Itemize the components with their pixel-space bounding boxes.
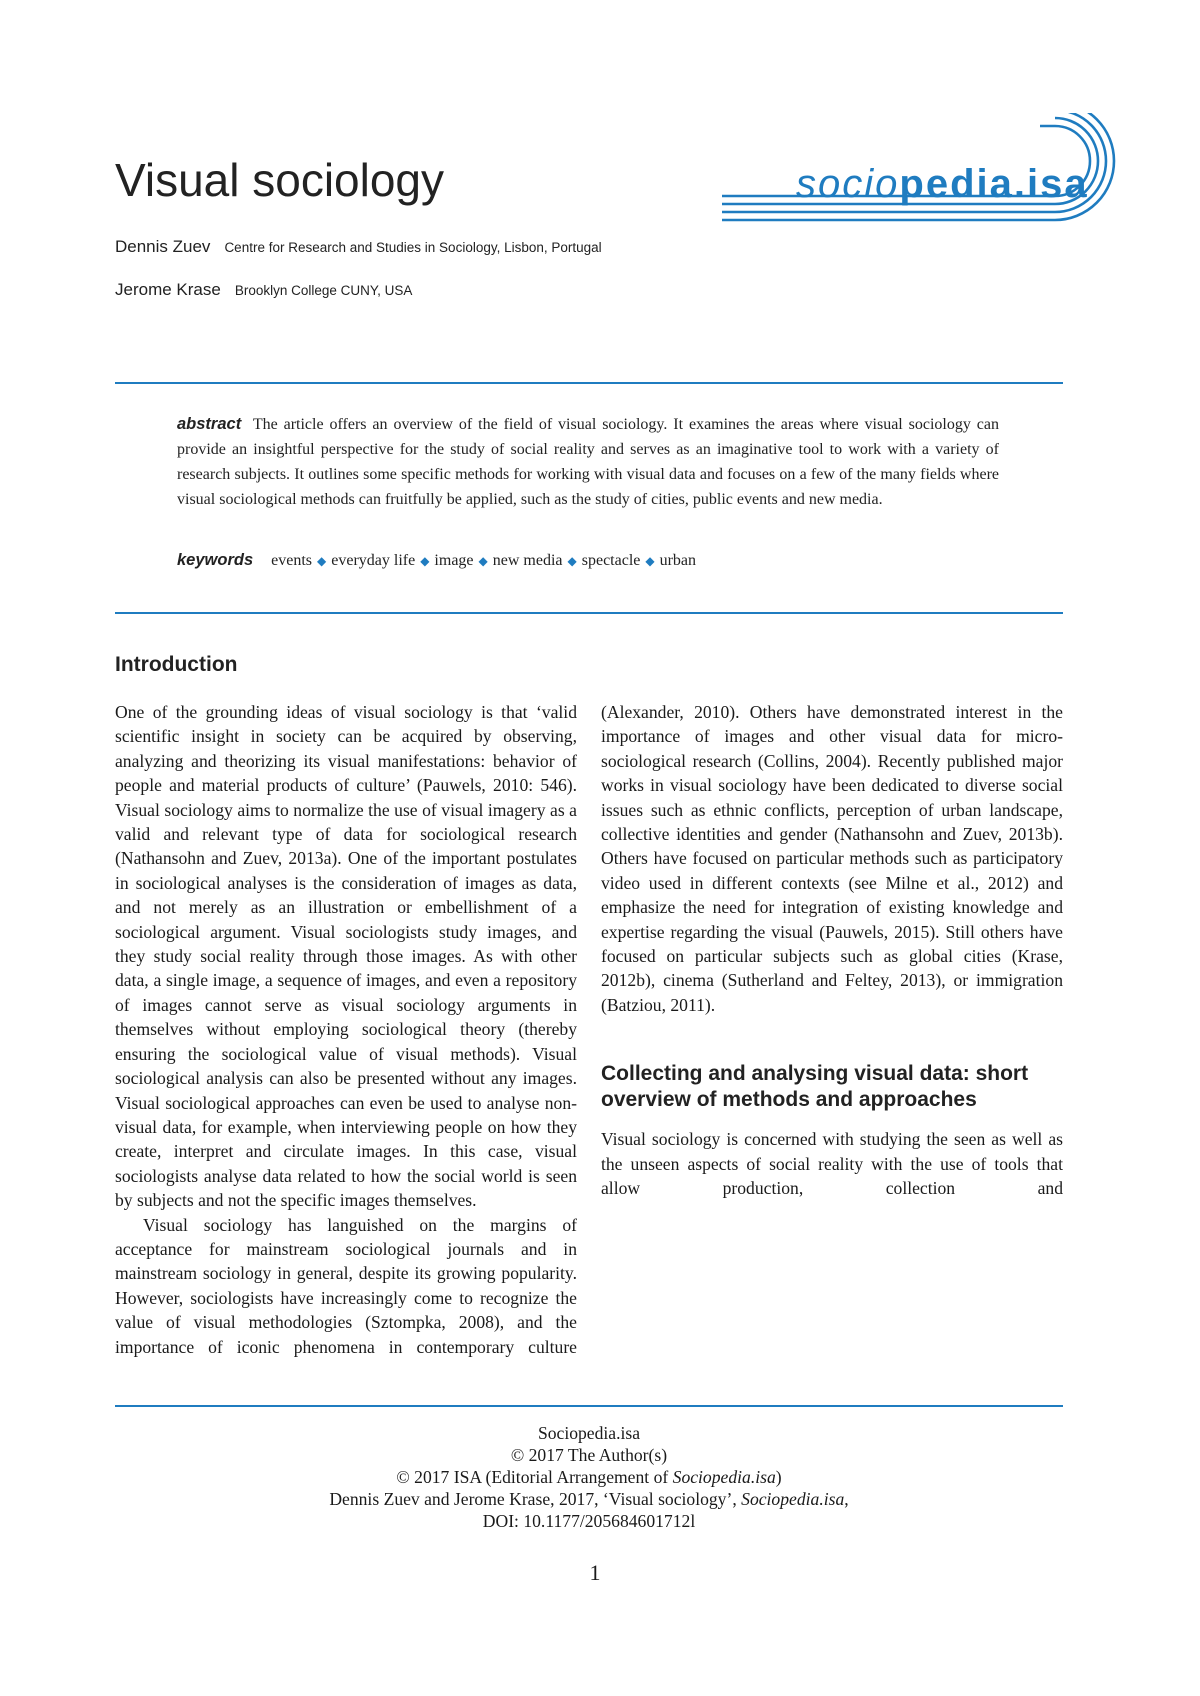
abstract-text: The article offers an overview of the field of visual sociology. It examines the areas where visual sociology can provide an insightful perspective for the study of social reality and serves as an imaginative tool to work with a variety of research subjects. It outlines some specific methods for working with visual data and focuses on a few of the many fields where visual sociological methods can fruitfully be applied, such as the study of cities, public events and new media.: [177, 416, 999, 508]
diamond-separator-icon: ◆: [645, 554, 655, 568]
divider-top: [115, 382, 1063, 384]
abstract-label: abstract: [177, 415, 242, 433]
keyword: new media: [492, 552, 563, 569]
publication-footer: [115, 1422, 1063, 1532]
diamond-separator-icon: ◆: [478, 554, 488, 568]
author-affiliation: Brooklyn College CUNY, USA: [234, 283, 413, 298]
footer-journal: Sociopedia.isa: [537, 1423, 641, 1443]
author-entry: [115, 279, 615, 302]
journal-logo: [700, 113, 1180, 243]
page-number: 1: [589, 1560, 601, 1585]
abstract: [177, 412, 999, 512]
author-name: Dennis Zuev: [115, 237, 211, 256]
paragraph-continued: (Alexander, 2010). Others have demonstrated interest in the importance of images and other visual data for micro-sociological research (Collins, 2004). Recently published major works in visual sociology have been dedicated to diverse social issues such as ethnic conflicts, perception of urban landscape, collective identities and gender (Nathansohn and Zuev, 2013b). Others have focused on particular methods such as participatory video used in different contexts (see Milne et al., 2012) and emphasize the need for integration of existing knowledge and expertise regarding the visual (Pauwels, 2015). Still others have focused on particular subjects such as global cities (Krase, 2012b), cinema (Sutherland and Feltey, 2013), or immigration (Batziou, 2011).: [601, 702, 1063, 1015]
footer-citation: Dennis Zuev and Jerome Krase, 2017, ‘Visual sociology’, Sociopedia.isa,: [329, 1489, 849, 1509]
keyword: everyday life: [331, 552, 416, 569]
paragraph: Visual sociology is concerned with studying the seen as well as the unseen aspects of social reality with the use of tools that allow production, collection and: [601, 1129, 1063, 1199]
section-heading-methods: Collecting and analysing visual data: short overview of methods and approaches: [601, 1062, 1029, 1112]
diamond-separator-icon: ◆: [420, 554, 430, 568]
section-heading-introduction: Introduction: [115, 653, 238, 676]
keyword: urban: [659, 552, 697, 569]
author-entry: [115, 236, 615, 259]
diamond-separator-icon: ◆: [317, 554, 327, 568]
article-title: Visual sociology: [115, 154, 445, 206]
author-affiliation: Centre for Research and Studies in Sociology, Lisbon, Portugal: [224, 240, 602, 255]
keyword: image: [434, 552, 474, 569]
diamond-separator-icon: ◆: [567, 554, 577, 568]
author-list: [115, 236, 615, 322]
keywords-label: keywords: [177, 551, 254, 569]
footer-copyright-isa: © 2017 ISA (Editorial Arrangement of Sociopedia.isa): [396, 1467, 782, 1487]
footer-copyright-author: © 2017 The Author(s): [510, 1445, 668, 1465]
keywords: [177, 548, 999, 573]
logo-wordmark: [796, 161, 1089, 207]
keyword: events: [271, 552, 312, 569]
keyword: spectacle: [581, 552, 641, 569]
body-column-left: [115, 700, 577, 1359]
paragraph: One of the grounding ideas of visual sociology is that ‘valid scientific insight in society can be acquired by observing, analyzing and theorizing its visual manifestations: behavior of people and material products of culture’ (Pauwels, 2010: 546). Visual sociology aims to normalize the use of visual imagery as a valid and relevant type of data for sociological research (Nathansohn and Zuev, 2013a). One of the important postulates in sociological analyses is the consideration of images as data, and not merely as an illustration or embellishment of a sociological argument. Visual sociologists study images, and they study social reality through those images. As with other data, a single image, a sequence of images, and even a repository of images cannot serve as visual sociology arguments in themselves without employing sociological theory (thereby ensuring the sociological value of visual methods). Visual sociological analysis can also be presented without any images. Visual sociological approaches can even be used to analyse non-visual data, for example, when interviewing people on how they create, interpret and circulate images. In this case, visual sociologists analyse data related to how the social world is seen by subjects and not the specific images themselves.: [115, 702, 577, 1211]
footer-doi: DOI: 10.1177/205684601712l: [482, 1511, 696, 1531]
divider-abstract: [115, 612, 1063, 614]
logo-text-pedia: pedia.isa: [899, 162, 1089, 206]
author-name: Jerome Krase: [115, 280, 221, 299]
paragraph: Visual sociology has languished on the margins of acceptance for mainstream sociological journals and in mainstream sociology in general, despite its growing popularity. However, sociologists have increasingly come to recognize the value of visual methodologies (Sztompka, 2008), and the importance of iconic phenomena in contemporary culture: [115, 1214, 577, 1357]
logo-text-socio: socio: [796, 162, 900, 206]
divider-footer: [115, 1405, 1063, 1407]
body-column-right: [601, 700, 1063, 1380]
